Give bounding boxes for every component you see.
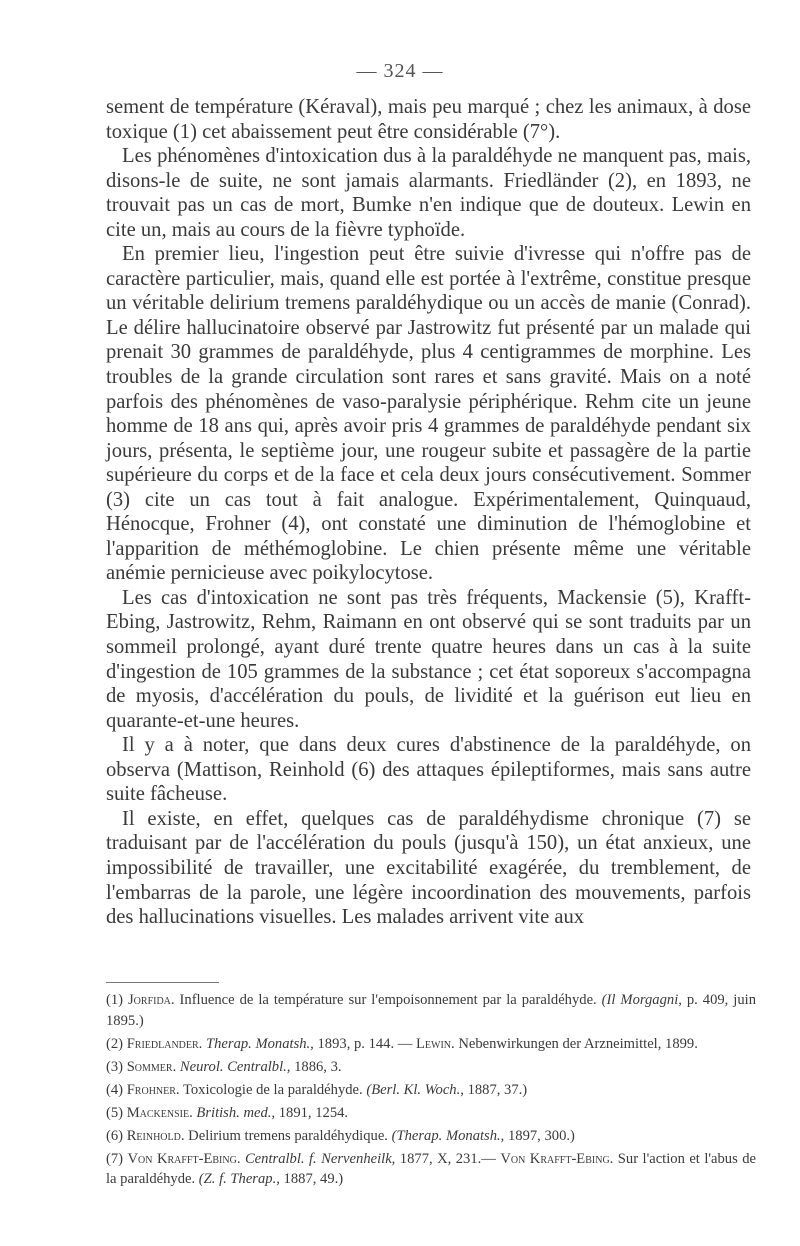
footnotes — [106, 990, 756, 1192]
footnote-3: (3) Sommer. Neurol. Centralbl., 1886, 3. — [106, 1058, 342, 1075]
main-text — [106, 95, 751, 930]
paragraph: Il y a à noter, que dans deux cures d'abstinence de la paraldéhyde, on observa (Mattison, Reinhold (6) des attaques épileptiformes, mais sans autre suite fâcheuse. — [106, 734, 751, 806]
footnote-2: (2) Friedlander. Therap. Monatsh., 1893, p. 144. — Lewin. Nebenwirkungen der Arzneimittel, 1899. — [106, 1035, 698, 1052]
paragraph: Les phénomènes d'intoxication dus à la paraldéhyde ne manquent pas, mais, disons-le de suite, ne sont jamais alarmants. Friedländer (2), en 1893, ne trouvait pas un cas de mort, Bumke n'en indique que de douteux. Lewin en cite un, mais au cours de la fièvre typhoïde. — [106, 145, 751, 241]
footnote-separator — [106, 982, 219, 983]
footnote-4: (4) Frohner. Toxicologie de la paraldéhyde. (Berl. Kl. Woch., 1887, 37.) — [106, 1081, 528, 1098]
page-number: — 324 — — [356, 60, 444, 82]
paragraph: Les cas d'intoxication ne sont pas très fréquents, Mackensie (5), Krafft-Ebing, Jastrowitz, Rehm, Raimann en ont observé qui se sont traduits par un sommeil prolongé, ayant duré trente quatre heures dans un cas à la suite d'ingestion de 105 grammes de la substance ; cet état soporeux s'accompagna de myosis, d'accélération du pouls, de lividité et la guérison eut lieu en quarante-et-une heures. — [106, 586, 751, 732]
footnote-1: (1) Jorfida. Influence de la température sur l'empoisonnement par la paraldéhyde. (Il Morgagni, p. 409, juin 1895.) — [106, 992, 756, 1029]
footnote-5: (5) Mackensie. British. med., 1891, 1254. — [106, 1104, 349, 1121]
paragraph: En premier lieu, l'ingestion peut être suivie d'ivresse qui n'offre pas de caractère particulier, mais, quand elle est portée à l'extrême, constitue presque un véritable delirium tremens paraldéhydique ou un accès de manie (Conrad). Le délire hallucinatoire observé par Jastrowitz fut présenté par un malade qui prenait 30 grammes de paraldéhyde, plus 4 centigrammes de morphine. Les troubles de la grande circulation sont rares et sans gravité. Mais on a noté parfois des phénomènes de vaso-paralysie périphérique. Rehm cite un jeune homme de 18 ans qui, après avoir pris 4 grammes de paraldéhyde pendant six jours, présenta, le septième jour, une rougeur subite et passagère de la partie supérieure du corps et de la face et cela deux jours consécutivement. Sommer (3) cite un cas tout à fait analogue. Expérimentalement, Quinquaud, Hénocque, Frohner (4), ont constaté une diminution de l'hémoglobine et l'apparition de méthémoglobine. Le chien présente même une véritable anémie pernicieuse avec poikylocytose. — [106, 243, 751, 585]
footnote-6: (6) Reinhold. Delirium tremens paraldéhydique. (Therap. Monatsh., 1897, 300.) — [106, 1127, 575, 1144]
paragraph: sement de température (Kéraval), mais peu marqué ; chez les animaux, à dose toxique (1) cet abaissement peut être considérable (7°). — [106, 96, 751, 143]
paragraph: Il existe, en effet, quelques cas de paraldéhydisme chronique (7) se traduisant par de l'accélération du pouls (jusqu'à 150), un état anxieux, une impossibilité de travailler, une excitabilité exagérée, du tremblement, de l'embarras de la parole, une légère incoordination des mouvements, parfois des hallucinations visuelles. Les malades arrivent vite aux — [106, 807, 751, 929]
footnote-7: (7) Von Krafft-Ebing. Centralbl. f. Nervenheilk, 1877, X, 231.— Von Krafft-Ebing. Sur l'action et l'abus de la paraldéhyde. (Z. f. Therap., 1887, 49.) — [106, 1150, 756, 1187]
